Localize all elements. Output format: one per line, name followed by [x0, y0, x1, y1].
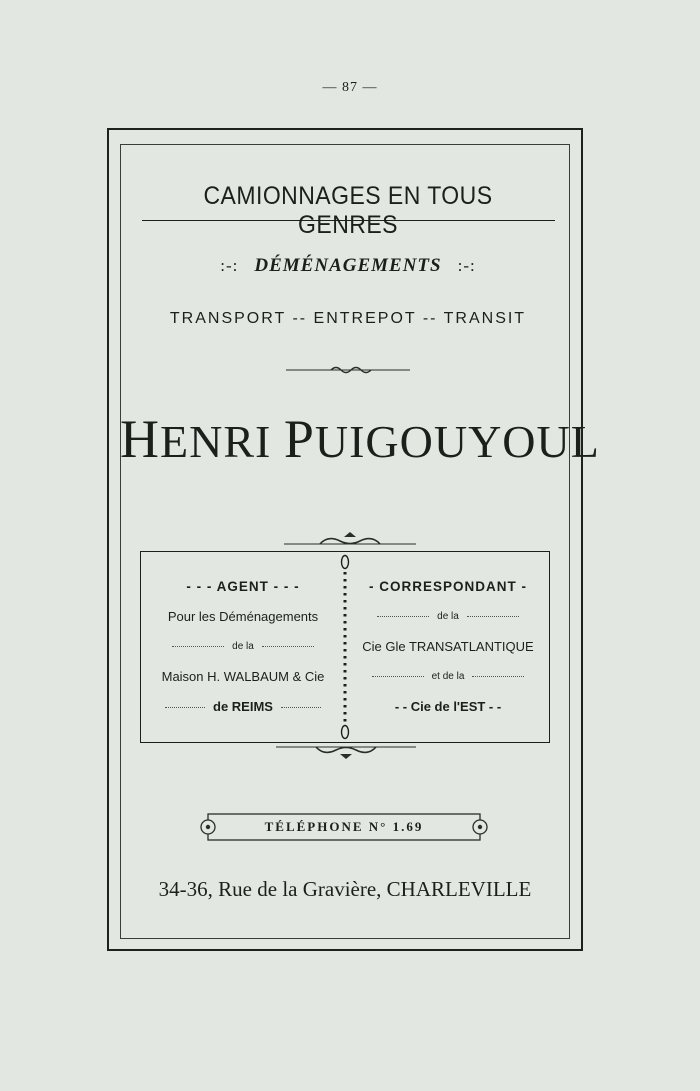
first-initial: H	[120, 409, 160, 469]
left-marker: :-:	[220, 256, 239, 275]
correspondent-line-1: de la	[437, 611, 459, 622]
agent-line-1: Pour les Déménagements	[167, 609, 319, 624]
services-line: TRANSPORT -- ENTREPOT -- TRANSIT	[169, 310, 527, 327]
last-initial: P	[283, 409, 315, 469]
first-name-rest: ENRI	[160, 416, 272, 467]
correspondent-line-4: - - Cie de l'EST - -	[394, 699, 502, 714]
right-column	[348, 572, 548, 722]
correspondent-line-2: Cie Gle TRANSATLANTIQUE	[362, 639, 534, 654]
demenagements-line	[140, 255, 556, 277]
advert-heading: CAMIONNAGES EN TOUS GENRES	[203, 182, 493, 239]
last-name-rest: UIGOUYOUL	[314, 416, 600, 467]
company-name	[120, 408, 600, 470]
bottom-scroll-ornament-icon	[276, 742, 416, 760]
agent-title: - - - AGENT - - -	[186, 579, 300, 594]
telephone-number: TÉLÉPHONE N° 1.69	[264, 819, 424, 834]
demenagements-text: DÉMÉNAGEMENTS	[254, 255, 442, 276]
agent-line-4: de REIMS	[213, 699, 273, 714]
right-marker: :-:	[457, 256, 476, 275]
agent-line-3: Maison H. WALBAUM & Cie	[161, 669, 325, 684]
address: 34-36, Rue de la Gravière, CHARLEVILLE	[158, 877, 532, 901]
correspondent-title: - CORRESPONDANT -	[369, 579, 527, 594]
agent-line-2: de la	[232, 641, 254, 652]
flourish-divider-icon	[286, 364, 410, 376]
top-scroll-ornament-icon	[284, 531, 416, 549]
page-number: — 87 —	[322, 80, 378, 95]
left-column	[143, 572, 343, 722]
heading-underline	[142, 220, 555, 221]
correspondent-line-3: et de la	[431, 671, 465, 682]
